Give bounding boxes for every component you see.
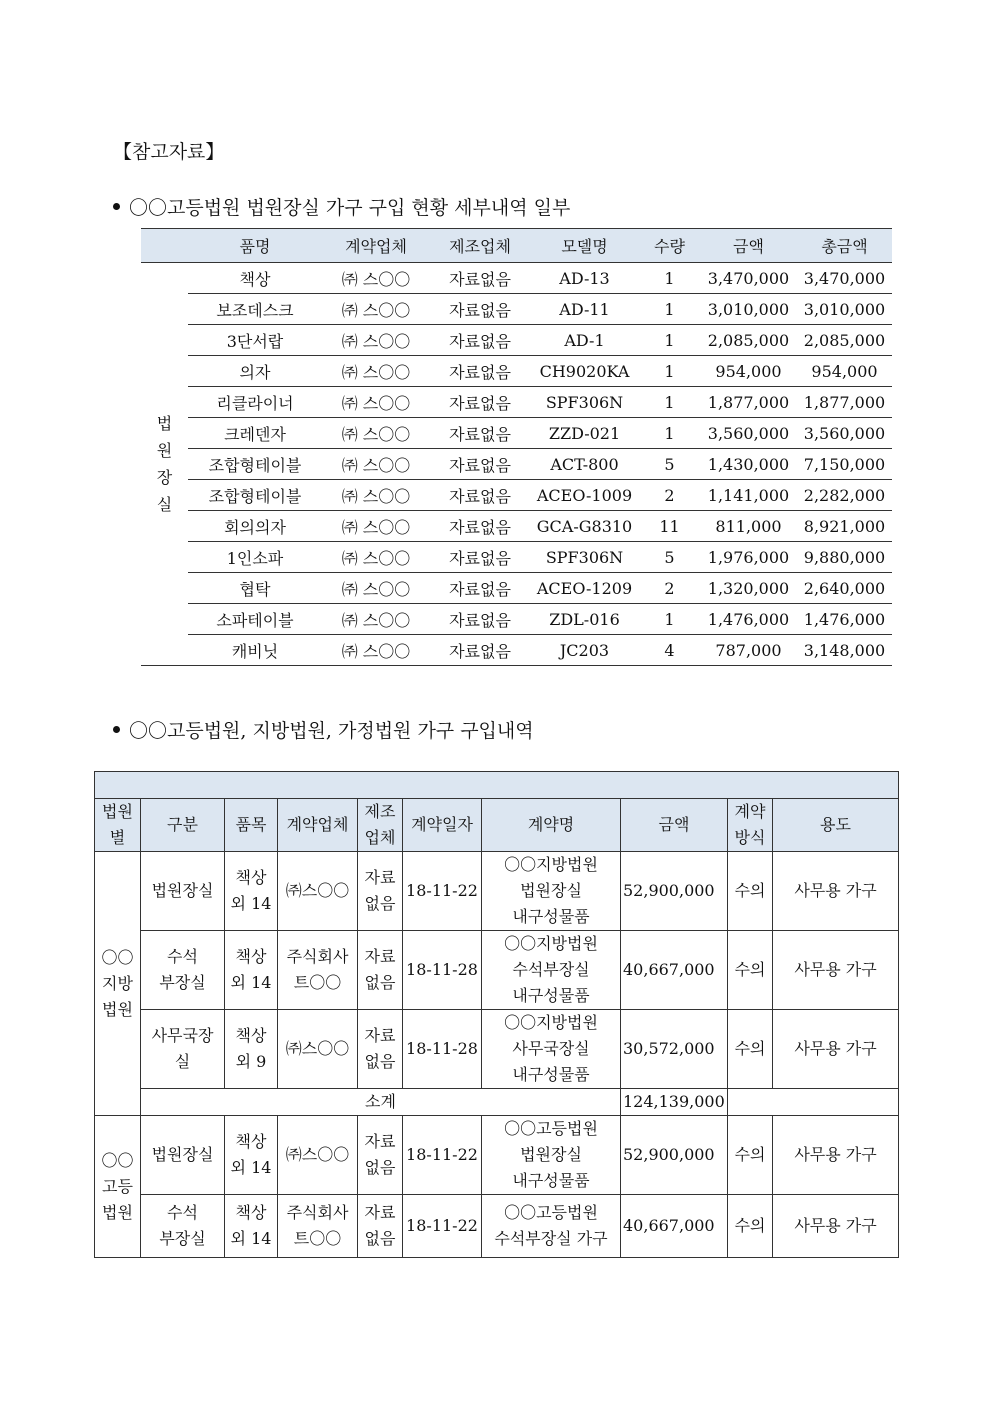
header-maker: 제조 업체 — [358, 799, 403, 852]
header-cell: 금액 — [700, 229, 797, 263]
table-cell: 2,640,000 — [797, 573, 892, 604]
table-cell: AD-1 — [530, 325, 639, 356]
category-char: 원 — [156, 441, 173, 460]
contract-name-cell: 〇〇지방법원 사무국장실 내구성물품 — [482, 1010, 621, 1089]
table-row — [95, 852, 899, 931]
header-item: 품목 — [225, 799, 278, 852]
table-cell: 11 — [639, 511, 700, 542]
contractor-cell: 주식회사 트〇〇 — [278, 931, 358, 1010]
table-cell: 811,000 — [700, 511, 797, 542]
table-cell: 7,150,000 — [797, 449, 892, 480]
maker-cell: 자료 없음 — [358, 1116, 403, 1195]
table-header-row — [141, 229, 892, 263]
table-cell: 자료없음 — [430, 294, 530, 325]
header-usage: 용도 — [773, 799, 899, 852]
table-cell: 954,000 — [700, 356, 797, 387]
header-cell: 수량 — [639, 229, 700, 263]
contract-name-cell: 〇〇지방법원 수석부장실 내구성물품 — [482, 931, 621, 1010]
method-cell: 수의 — [728, 1010, 773, 1089]
table-row — [141, 263, 892, 294]
table-row — [95, 1116, 899, 1195]
table-cell: 3,010,000 — [700, 294, 797, 325]
table-cell: ㈜ 스〇〇 — [322, 387, 430, 418]
date-cell: 18-11-22 — [403, 1195, 482, 1258]
table-cell: 1 — [639, 294, 700, 325]
date-cell: 18-11-28 — [403, 931, 482, 1010]
date-cell: 18-11-22 — [403, 1116, 482, 1195]
amount-cell: 40,667,000 — [621, 931, 728, 1010]
table-cell: 자료없음 — [430, 356, 530, 387]
table-cell: 2,085,000 — [700, 325, 797, 356]
table-cell: ㈜ 스〇〇 — [322, 356, 430, 387]
item-cell: 책상 외 14 — [225, 852, 278, 931]
item-cell: 책상 외 14 — [225, 1116, 278, 1195]
court-cell: 〇〇 지방 법원 — [95, 852, 141, 1116]
table-cell: 8,921,000 — [797, 511, 892, 542]
category-cell — [141, 263, 188, 666]
table-cell: 954,000 — [797, 356, 892, 387]
header-cell: 계약업체 — [322, 229, 430, 263]
division-cell: 법원장실 — [141, 852, 225, 931]
table-cell: ㈜ 스〇〇 — [322, 542, 430, 573]
table-row — [141, 418, 892, 449]
table-cell: ZDL-016 — [530, 604, 639, 635]
contractor-cell: ㈜스〇〇 — [278, 852, 358, 931]
table-cell: 자료없음 — [430, 418, 530, 449]
table-row — [141, 325, 892, 356]
table-row — [141, 573, 892, 604]
contract-name-cell: 〇〇고등법원 수석부장실 가구 — [482, 1195, 621, 1258]
table-cell: 자료없음 — [430, 325, 530, 356]
category-char: 실 — [156, 495, 173, 514]
header-amount: 금액 — [621, 799, 728, 852]
division-cell: 수석 부장실 — [141, 1195, 225, 1258]
table-cell: ㈜ 스〇〇 — [322, 511, 430, 542]
header-contractor: 계약업체 — [278, 799, 358, 852]
table-cell: 캐비닛 — [188, 635, 322, 666]
table-cell: 787,000 — [700, 635, 797, 666]
table-row — [141, 387, 892, 418]
division-cell: 수석 부장실 — [141, 931, 225, 1010]
table-cell: 3,010,000 — [797, 294, 892, 325]
table-cell: ㈜ 스〇〇 — [322, 418, 430, 449]
item-cell: 책상 외 14 — [225, 931, 278, 1010]
contractor-cell: ㈜스〇〇 — [278, 1010, 358, 1089]
page-heading: 【참고자료】 — [113, 141, 225, 163]
table-cell: AD-11 — [530, 294, 639, 325]
table-cell: 의자 — [188, 356, 322, 387]
maker-cell: 자료 없음 — [358, 931, 403, 1010]
header-cell: 품명 — [188, 229, 322, 263]
table-header-row — [95, 799, 899, 852]
usage-cell: 사무용 가구 — [773, 852, 899, 931]
table-cell: 3,470,000 — [797, 263, 892, 294]
table-row — [141, 356, 892, 387]
category-char: 장 — [156, 468, 173, 487]
table-cell: ㈜ 스〇〇 — [322, 573, 430, 604]
table-cell: ACT-800 — [530, 449, 639, 480]
table-cell: 2 — [639, 480, 700, 511]
date-cell: 18-11-22 — [403, 852, 482, 931]
subtotal-amount: 124,139,000 — [621, 1089, 728, 1116]
header-cell: 제조업체 — [430, 229, 530, 263]
table-cell: 1인소파 — [188, 542, 322, 573]
table-cell: 1 — [639, 418, 700, 449]
usage-cell: 사무용 가구 — [773, 931, 899, 1010]
section2-title — [113, 716, 534, 743]
table-cell: 자료없음 — [430, 387, 530, 418]
table-cell: 1,476,000 — [700, 604, 797, 635]
table-cell: ZZD-021 — [530, 418, 639, 449]
table-cell: 1,430,000 — [700, 449, 797, 480]
table-cell: 1 — [639, 325, 700, 356]
table-cell: 3,560,000 — [700, 418, 797, 449]
table-band-row — [95, 772, 899, 799]
division-cell: 사무국장 실 — [141, 1010, 225, 1089]
maker-cell: 자료 없음 — [358, 1195, 403, 1258]
method-cell: 수의 — [728, 1195, 773, 1258]
table-cell: 회의의자 — [188, 511, 322, 542]
table-cell: 3,148,000 — [797, 635, 892, 666]
table-cell: 1,877,000 — [797, 387, 892, 418]
table-cell: 3,470,000 — [700, 263, 797, 294]
court-cell: 〇〇 고등 법원 — [95, 1116, 141, 1258]
header-court: 법원 별 — [95, 799, 141, 852]
table-cell: 1,877,000 — [700, 387, 797, 418]
bullet-icon — [113, 203, 120, 210]
header-division: 구분 — [141, 799, 225, 852]
table-cell: 5 — [639, 449, 700, 480]
table-cell: 1 — [639, 387, 700, 418]
table-cell: 리클라이너 — [188, 387, 322, 418]
section1-title — [113, 193, 570, 220]
table-row — [141, 511, 892, 542]
table-cell: 자료없음 — [430, 263, 530, 294]
header-date: 계약일자 — [403, 799, 482, 852]
table-cell: 5 — [639, 542, 700, 573]
table-cell: 1,476,000 — [797, 604, 892, 635]
item-cell: 책상 외 14 — [225, 1195, 278, 1258]
header-cell: 모델명 — [530, 229, 639, 263]
table-cell: JC203 — [530, 635, 639, 666]
amount-cell: 52,900,000 — [621, 852, 728, 931]
court-purchase-table — [94, 771, 899, 1258]
table-cell: ㈜ 스〇〇 — [322, 635, 430, 666]
table-row — [141, 480, 892, 511]
usage-cell: 사무용 가구 — [773, 1195, 899, 1258]
table-cell: 3단서랍 — [188, 325, 322, 356]
category-char: 법 — [156, 414, 173, 433]
maker-cell: 자료 없음 — [358, 852, 403, 931]
table-cell: 9,880,000 — [797, 542, 892, 573]
contractor-cell: ㈜스〇〇 — [278, 1116, 358, 1195]
contractor-cell: 주식회사 트〇〇 — [278, 1195, 358, 1258]
table-cell: GCA-G8310 — [530, 511, 639, 542]
table-cell: 1,320,000 — [700, 573, 797, 604]
table-cell: ㈜ 스〇〇 — [322, 604, 430, 635]
item-cell: 책상 외 9 — [225, 1010, 278, 1089]
furniture-detail-table — [141, 228, 892, 666]
table-row — [141, 449, 892, 480]
table-cell: 보조데스크 — [188, 294, 322, 325]
table-cell: SPF306N — [530, 387, 639, 418]
table-cell: 자료없음 — [430, 604, 530, 635]
subtotal-row — [95, 1089, 899, 1116]
table-cell: 2,085,000 — [797, 325, 892, 356]
table-cell: 책상 — [188, 263, 322, 294]
table-cell: 2 — [639, 573, 700, 604]
table-cell: 자료없음 — [430, 573, 530, 604]
table-cell: 3,560,000 — [797, 418, 892, 449]
table-row — [141, 635, 892, 666]
table-cell: 자료없음 — [430, 635, 530, 666]
amount-cell: 30,572,000 — [621, 1010, 728, 1089]
table-cell: CH9020KA — [530, 356, 639, 387]
table-cell: ㈜ 스〇〇 — [322, 263, 430, 294]
table-cell: 4 — [639, 635, 700, 666]
header-cell: 총금액 — [797, 229, 892, 263]
table-cell: 조합형테이블 — [188, 480, 322, 511]
table-cell: 조합형테이블 — [188, 449, 322, 480]
table-cell: ㈜ 스〇〇 — [322, 449, 430, 480]
amount-cell: 52,900,000 — [621, 1116, 728, 1195]
table-cell: ㈜ 스〇〇 — [322, 480, 430, 511]
section1-title-text: 〇〇고등법원 법원장실 가구 구입 현황 세부내역 일부 — [129, 197, 571, 219]
table-cell: 소파테이블 — [188, 604, 322, 635]
method-cell: 수의 — [728, 1116, 773, 1195]
amount-cell: 40,667,000 — [621, 1195, 728, 1258]
contract-name-cell: 〇〇고등법원 법원장실 내구성물품 — [482, 1116, 621, 1195]
table-cell: AD-13 — [530, 263, 639, 294]
header-method: 계약 방식 — [728, 799, 773, 852]
table-row — [141, 294, 892, 325]
table-cell: 2,282,000 — [797, 480, 892, 511]
table-cell: 자료없음 — [430, 542, 530, 573]
table-row — [95, 1195, 899, 1258]
table-cell: 크레덴자 — [188, 418, 322, 449]
usage-cell: 사무용 가구 — [773, 1116, 899, 1195]
section2-title-text: 〇〇고등법원, 지방법원, 가정법원 가구 구입내역 — [129, 720, 534, 742]
table-cell: 1 — [639, 263, 700, 294]
table-cell: 협탁 — [188, 573, 322, 604]
table-row — [141, 542, 892, 573]
division-cell: 법원장실 — [141, 1116, 225, 1195]
date-cell: 18-11-28 — [403, 1010, 482, 1089]
table-row — [95, 1010, 899, 1089]
table-cell: ACEO-1009 — [530, 480, 639, 511]
table-cell: 1,976,000 — [700, 542, 797, 573]
table-cell: 자료없음 — [430, 449, 530, 480]
table-cell: 자료없음 — [430, 480, 530, 511]
table-cell: 1 — [639, 604, 700, 635]
usage-cell: 사무용 가구 — [773, 1010, 899, 1089]
table-cell: SPF306N — [530, 542, 639, 573]
contract-name-cell: 〇〇지방법원 법원장실 내구성물품 — [482, 852, 621, 931]
table-cell: 1,141,000 — [700, 480, 797, 511]
method-cell: 수의 — [728, 852, 773, 931]
table-cell: 1 — [639, 356, 700, 387]
header-name: 계약명 — [482, 799, 621, 852]
table-row — [141, 604, 892, 635]
maker-cell: 자료 없음 — [358, 1010, 403, 1089]
table-row — [95, 931, 899, 1010]
table-cell: ACEO-1209 — [530, 573, 639, 604]
table-cell: ㈜ 스〇〇 — [322, 325, 430, 356]
table-cell: 자료없음 — [430, 511, 530, 542]
method-cell: 수의 — [728, 931, 773, 1010]
subtotal-label: 소계 — [141, 1089, 621, 1116]
table-cell: ㈜ 스〇〇 — [322, 294, 430, 325]
bullet-icon — [113, 726, 120, 733]
